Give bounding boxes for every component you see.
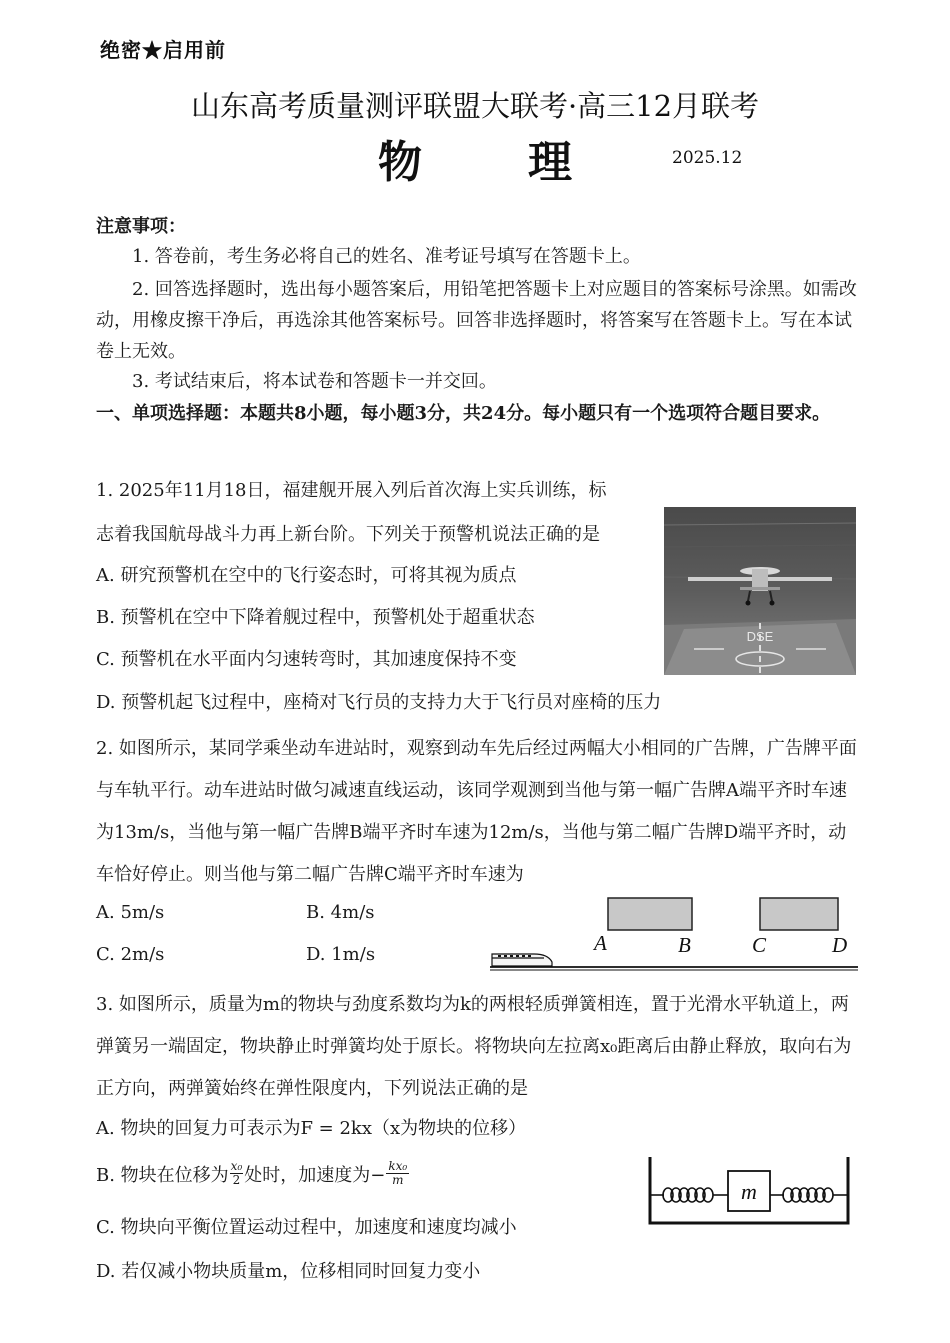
exam-date: 2025.12 [672, 148, 743, 168]
q2-option-a: A. 5m/s [96, 902, 165, 923]
section-heading: 一、单项选择题：本题共8小题，每小题3分，共24分。每小题只有一个选项符合题目要求。 [96, 403, 831, 424]
notice-item-1: 1. 答卷前，考生务必将自己的姓名、准考证号填写在答题卡上。 [132, 246, 641, 267]
subject-title: 物 理 [378, 137, 578, 188]
mass-label: m [741, 1179, 757, 1204]
fraction-kx0-over-m: $\frac{\text{kx₀}}{m}$ [388, 1159, 408, 1187]
q1-option-c: C. 预警机在水平面内匀速转弯时，其加速度保持不变 [96, 649, 517, 670]
q3-option-a: A. 物块的回复力可表示为F = 2kx（x为物块的位移） [96, 1118, 527, 1139]
spring-mass-diagram [646, 1155, 852, 1227]
label-b: B [678, 933, 691, 957]
early-warning-aircraft-photo [664, 507, 856, 675]
exam-title: 山东高考质量测评联盟大联考·高三12月联考 [190, 89, 760, 123]
q1-option-a: A. 研究预警机在空中的飞行姿态时，可将其视为质点 [96, 565, 517, 586]
q3-option-b-mid: 处时，加速度为− [244, 1164, 386, 1186]
right-spring-icon [770, 1188, 848, 1202]
label-c: C [752, 933, 767, 957]
q1-stem-line1: 1. 2025年11月18日，福建舰开展入列后首次海上实兵训练，标 [96, 480, 607, 501]
q3-option-b [96, 1160, 409, 1187]
notice-item-2: 2. 回答选择题时，选出每小题答案后，用铅笔把答题卡上对应题目的答案标号涂黑。如需改动，用橡皮擦干净后，再选涂其他答案标号。回答非选择题时，将答案写在答题卡上。写在本试卷上无效。 [96, 279, 857, 362]
q2-option-b: B. 4m/s [306, 902, 375, 923]
billboard-1 [608, 898, 692, 930]
billboards-diagram [488, 892, 860, 974]
q3-option-d: D. 若仅减小物块质量m，位移相同时回复力变小 [96, 1261, 481, 1282]
fraction-x0-over-2: x₀ 2 [230, 1159, 243, 1187]
notice-item-3: 3. 考试结束后，将本试卷和答题卡一并交回。 [132, 371, 497, 392]
q1-stem-line2: 志着我国航母战斗力再上新台阶。下列关于预警机说法正确的是 [96, 524, 600, 545]
q2-option-d: D. 1m/s [306, 944, 376, 965]
confidential-stamp: 绝密★启用前 [100, 38, 226, 62]
q3-stem: 3. 如图所示，质量为m的物块与劲度系数均为k的两根轻质弹簧相连，置于光滑水平轨道上，两弹簧另一端固定，物块静止时弹簧均处于原长。将物块向左拉离x₀距离后由静止释放，取向右为正方向，两弹簧始终在弹性限度内，下列说法正确的是 [96, 994, 852, 1099]
train-icon [492, 954, 552, 966]
q2-option-c: C. 2m/s [96, 944, 165, 965]
svg-text:DSE: DSE [746, 629, 774, 644]
q3-option-c: C. 物块向平衡位置运动过程中，加速度和速度均减小 [96, 1217, 517, 1238]
q3-option-b-pre: B. 物块在位移为 [96, 1164, 229, 1186]
q1-option-b: B. 预警机在空中下降着舰过程中，预警机处于超重状态 [96, 607, 535, 628]
notice-heading: 注意事项： [96, 216, 186, 237]
q2-stem: 2. 如图所示，某同学乘坐动车进站时，观察到动车先后经过两幅大小相同的广告牌，广告牌平面与车轨平行。动车进站时做匀减速直线运动，该同学观测到当他与第一幅广告牌A端平齐时车速为13m/s，当他与第一幅广告牌B端平齐时车速为12m/s，当他与第二幅广告牌D端平齐时，动车恰好停止。则当他与第二幅广告牌C端平齐时车速为 [96, 738, 857, 885]
label-d: D [832, 933, 848, 957]
label-a: A [594, 931, 607, 955]
q1-option-d: D. 预警机起飞过程中，座椅对飞行员的支持力大于飞行员对座椅的压力 [96, 692, 662, 713]
left-spring-icon [650, 1188, 728, 1202]
billboard-2 [760, 898, 838, 930]
